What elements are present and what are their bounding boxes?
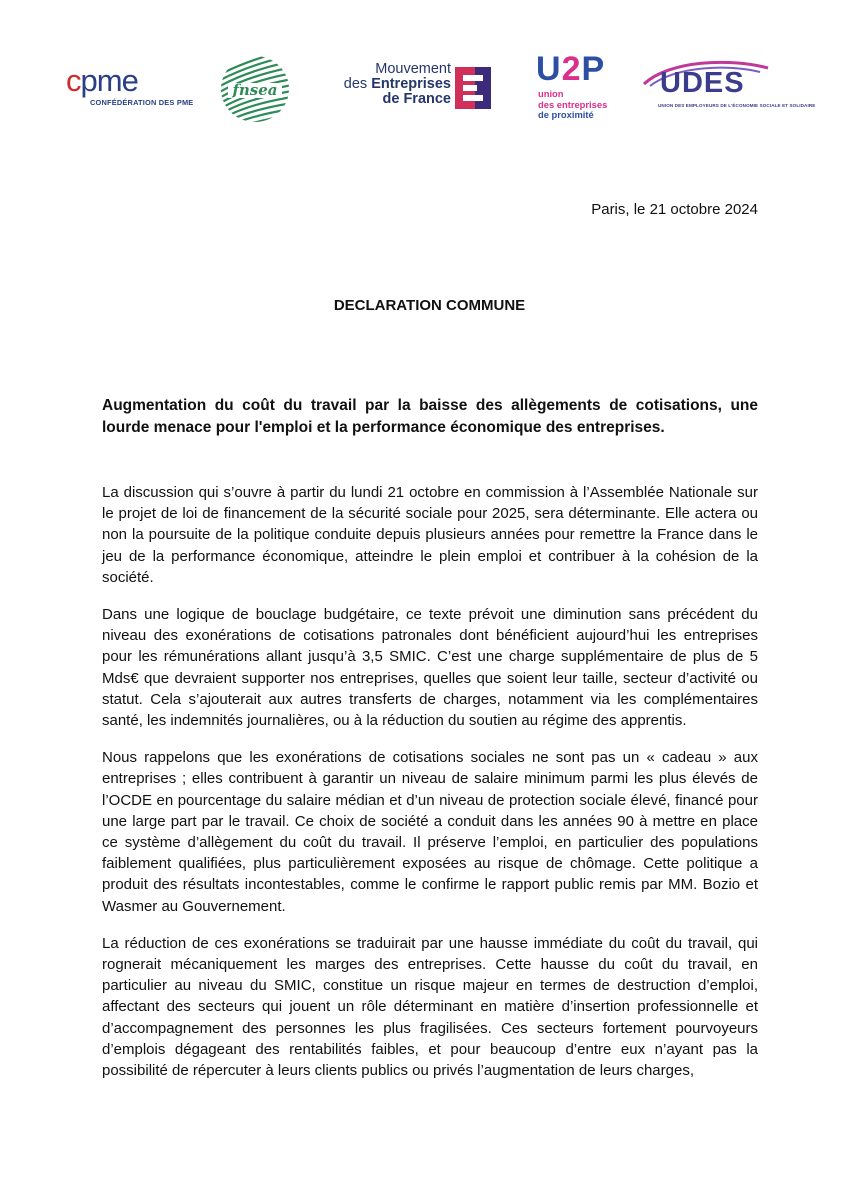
udes-wordmark: UDES [660,67,745,99]
cpme-subtitle: CONFÉDÉRATION DES PME [90,98,194,107]
udes-logo [640,56,816,116]
body-paragraph: La discussion qui s’ouvre à partir du lundi 21 octobre en commission à l’Assemblée Nationale sur le projet de loi de financement de la sécurité sociale pour 2025, sera déterminante. Elle actera ou non la poursuite de la politique conduite depuis plusieurs années pour remettre la France dans le jeu de la performance économique, atteindre le plein emploi et contribuer à la cohésion de la société. [102,484,758,586]
udes-subtitle: UNION DES EMPLOYEURS DE L'ÉCONOMIE SOCIALE ET SOLIDAIRE [658,103,816,108]
fnsea-logo [218,54,292,124]
u2p-wordmark: U2P [536,50,606,88]
document-heading: DECLARATION COMMUNE [333,297,526,314]
document-body [102,482,758,1097]
document-subject: Augmentation du coût du travail par la baisse des allègements de cotisations, une lourde menace pour l'emploi et la performance économique des entreprises. [102,397,758,436]
body-paragraph: Nous rappelons que les exonérations de cotisations sociales ne sont pas un « cadeau » aux entreprises ; elles contribuent à garantir un niveau de salaire minimum parmi les plus élevés de l’OCDE en pourcentage du salaire médian et d’un niveau de protection sociale élevé, financé pour une large part par le travail. Ce choix de société a conduit dans les années 90 à mettre en place ce système d’allègement du coût du travail. Il préserve l’emploi, en particulier des populations faiblement qualifiées, plus particulièrement exposées au risque de chômage. Cette politique a produit des résultats incontestables, comme le confirme le rapport public remis par MM. Bozio et Wasmer au Gouvernement. [102,749,758,915]
medef-e-mark-icon [453,65,495,111]
medef-wordmark: Mouvement des Entreprises de France [343,61,451,107]
cpme-logo [66,64,194,110]
u2p-tagline: union des entreprises de proximité [538,88,608,120]
body-paragraph: La réduction de ces exonérations se traduirait par une hausse immédiate du coût du travail, qui rognerait mécaniquement les marges des entreprises. Cette hausse du coût du travail, en particulier au niveau du SMIC, constitue un risque majeur en termes de destruction d’emploi, affectant des secteurs qui jouent un rôle déterminant en matière d’insertion professionnelle et d’accompagnement des personnes les plus fragilisées. Ces secteurs fortement pourvoyeurs d’emplois dégageant des rentabilités faibles, et pour beaucoup d’entre eux n’ayant pas la possibilité de répercuter à leurs clients publics ou privés l’augmentation de leurs charges, [102,934,758,1080]
fnsea-wordmark: fnsea [228,83,282,98]
u2p-logo [536,50,618,126]
body-paragraph: Dans une logique de bouclage budgétaire, ce texte prévoit une diminution sans précédent du niveau des exonérations de cotisations patronales dont bénéficient aujourd’hui les entreprises pour les rémunérations allant jusqu’à 3,5 SMIC. C’est une charge supplémentaire de plus de 5 Mds€ que devraient supporter nos entreprises, quelles que soient leur taille, secteur d’activité ou statut. Cela s’ajouterait aux autres transferts de charges, notamment via les complémentaires santé, les indemnités journalières, ou à la réduction du soutien au régime des apprentis. [102,606,758,730]
cpme-wordmark: cpme [66,63,138,98]
logo-bar [0,48,859,128]
document-date: Paris, le 21 octobre 2024 [591,201,758,218]
medef-logo [323,62,498,116]
